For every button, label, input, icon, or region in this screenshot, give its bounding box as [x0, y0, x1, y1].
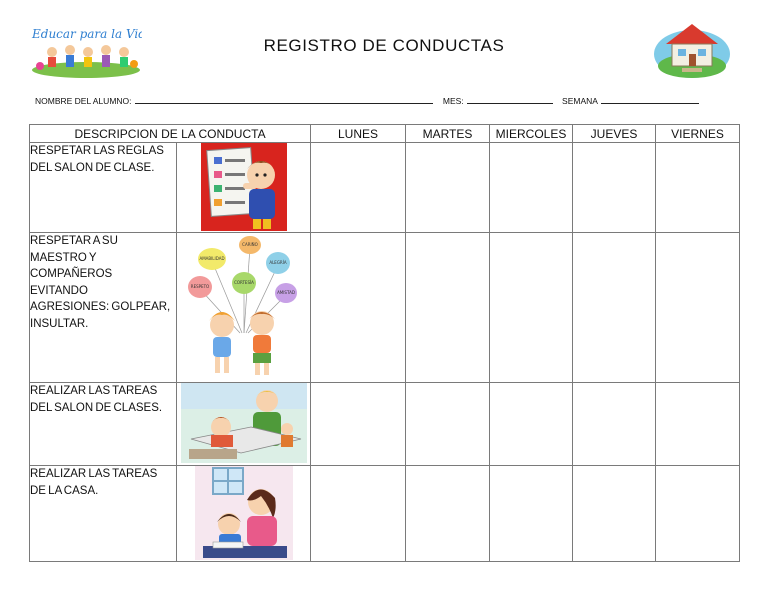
house-logo: [652, 14, 732, 80]
month-label: MES:: [442, 96, 464, 106]
values-balloons-illustration: [177, 233, 311, 383]
monday-cell[interactable]: [311, 383, 406, 466]
header-wednesday: MIERCOLES: [490, 125, 573, 143]
tuesday-cell[interactable]: [406, 233, 490, 383]
student-name-label: NOMBRE DEL ALUMNO:: [35, 96, 132, 106]
student-name-field[interactable]: [135, 95, 433, 104]
balloon-word: CORTESÍA: [233, 280, 254, 285]
balloon-word: AMABILIDAD: [198, 256, 225, 261]
table-header-row: [30, 125, 740, 143]
conduct-table: [29, 124, 740, 562]
classroom-rules-illustration: [177, 143, 311, 233]
monday-cell[interactable]: [311, 233, 406, 383]
friday-cell[interactable]: [656, 383, 740, 466]
tuesday-cell[interactable]: [406, 383, 490, 466]
balloon-word: ALEGRÍA: [268, 260, 287, 265]
tuesday-cell[interactable]: [406, 143, 490, 233]
balloon-word: RESPETO: [190, 284, 209, 289]
wednesday-cell[interactable]: [490, 233, 573, 383]
header-thursday: JUEVES: [573, 125, 656, 143]
thursday-cell[interactable]: [573, 143, 656, 233]
balloon-word: CARIÑO: [241, 242, 258, 247]
table-row: [30, 466, 740, 562]
logo-text: Educar para la Vida: [32, 27, 142, 41]
friday-cell[interactable]: [656, 143, 740, 233]
header-friday: VIERNES: [656, 125, 740, 143]
friday-cell[interactable]: [656, 466, 740, 562]
table-row: [30, 233, 740, 383]
classroom-homework-illustration: [177, 383, 311, 466]
balloon-word: AMISTAD: [276, 290, 295, 295]
student-info-fields: [35, 95, 703, 106]
table-row: [30, 143, 740, 233]
thursday-cell[interactable]: [573, 233, 656, 383]
page-title: REGISTRO DE CONDUCTAS: [263, 36, 505, 55]
tuesday-cell[interactable]: [406, 466, 490, 562]
home-homework-illustration: [177, 466, 311, 562]
conduct-description: REALIZAR LAS TAREAS DEL SALON DE CLASES.: [30, 383, 177, 466]
conduct-description: RESPETAR LAS REGLAS DEL SALON DE CLASE.: [30, 143, 177, 233]
header-monday: LUNES: [311, 125, 406, 143]
monday-cell[interactable]: [311, 466, 406, 562]
conduct-description: RESPETAR A SU MAESTRO Y COMPAÑEROS EVITANDO AGRESIONES: GOLPEAR, INSULTAR.: [30, 233, 177, 383]
thursday-cell[interactable]: [573, 466, 656, 562]
header-description: DESCRIPCION DE LA CONDUCTA: [30, 125, 311, 143]
month-field[interactable]: [467, 95, 553, 104]
wednesday-cell[interactable]: [490, 143, 573, 233]
conduct-description: REALIZAR LAS TAREAS DE LA CASA.: [30, 466, 177, 562]
header-tuesday: MARTES: [406, 125, 490, 143]
friday-cell[interactable]: [656, 233, 740, 383]
monday-cell[interactable]: [311, 143, 406, 233]
week-field[interactable]: [601, 95, 699, 104]
wednesday-cell[interactable]: [490, 466, 573, 562]
thursday-cell[interactable]: [573, 383, 656, 466]
week-label: SEMANA: [562, 96, 598, 106]
table-row: [30, 383, 740, 466]
wednesday-cell[interactable]: [490, 383, 573, 466]
